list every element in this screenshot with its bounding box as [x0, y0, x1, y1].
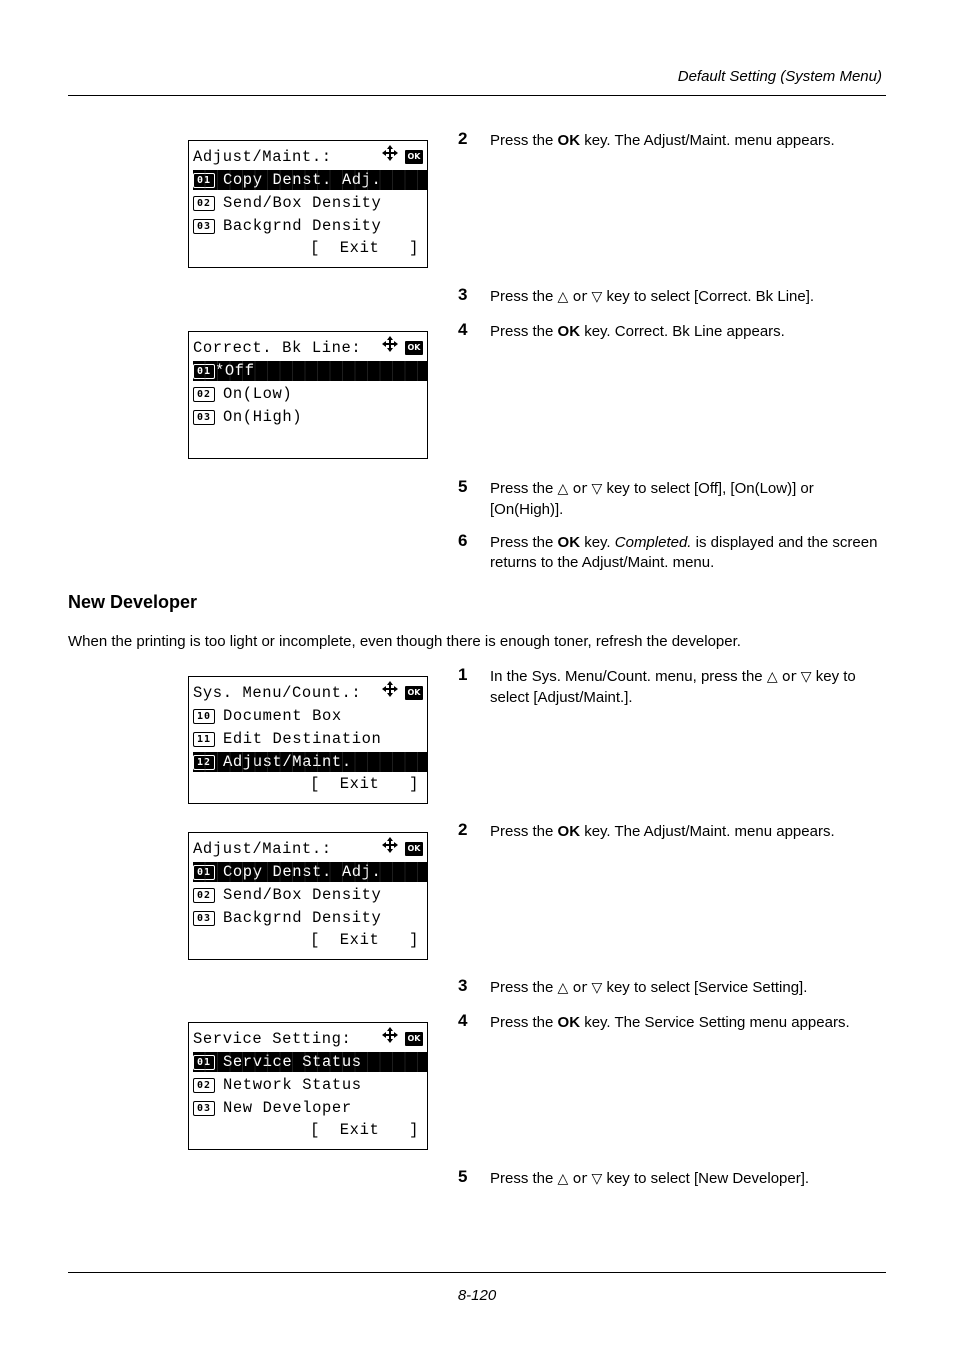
lcd-key-icons — [381, 683, 423, 703]
step-item — [458, 1013, 878, 1033]
item-number-badge: 02 — [193, 1078, 215, 1093]
item-number-badge: 02 — [193, 387, 215, 402]
item-number-badge: 10 — [193, 709, 215, 724]
four-way-arrow-icon — [381, 144, 399, 170]
lcd-menu-item[interactable] — [193, 361, 427, 381]
step-text-pre: Press the — [490, 1014, 558, 1031]
step-number: 4 — [458, 320, 468, 339]
lcd-menu-item[interactable] — [193, 706, 427, 726]
step-text-pre: In the Sys. Menu/Count. menu, press the — [490, 668, 767, 685]
lcd-menu-item[interactable] — [193, 407, 427, 427]
step-number: 2 — [458, 129, 468, 148]
lcd-key-icons — [381, 147, 423, 167]
item-number-badge: 02 — [193, 196, 215, 211]
footer-page-number: 8-120 — [457, 1287, 497, 1304]
step-text-post: key. The Service Setting menu appears. — [580, 1014, 850, 1031]
ok-key-label: OK — [557, 823, 581, 840]
ok-key-label: OK — [557, 534, 581, 551]
step-number: 3 — [458, 285, 468, 304]
step-item — [458, 479, 878, 519]
item-number-badge: 03 — [193, 219, 215, 234]
ok-key-icon: OK — [405, 1032, 423, 1046]
lcd-panel — [188, 832, 428, 960]
step-text — [490, 479, 878, 519]
page-header-title: Default Setting (System Menu) — [677, 68, 882, 85]
step-text-pre: Press the — [490, 1170, 558, 1187]
item-label: Copy Denst. Adj. — [223, 862, 382, 881]
step-text-post: key to select [Service Setting]. — [602, 979, 808, 996]
item-label: Copy Denst. Adj. — [223, 170, 382, 189]
ok-key-icon: OK — [405, 341, 423, 355]
step-text-post: key to select [Off], [On(Low)] or [On(High)]. — [490, 480, 814, 518]
step-text — [490, 667, 878, 707]
ok-key-label: OK — [557, 323, 581, 340]
four-way-arrow-icon — [381, 1026, 399, 1052]
lcd-key-icons — [381, 1029, 423, 1049]
step-item — [458, 533, 878, 572]
lcd-menu-item[interactable] — [193, 862, 427, 882]
step-number: 6 — [458, 531, 468, 550]
lcd-panel — [188, 676, 428, 804]
step-text — [490, 131, 878, 151]
step-number: 4 — [458, 1011, 468, 1030]
exit-softkey[interactable]: [ Exit ] — [310, 238, 419, 257]
four-way-arrow-icon — [381, 680, 399, 706]
step-number: 3 — [458, 976, 468, 995]
item-number-badge: 03 — [193, 410, 215, 425]
up-down-key-icons: △ or ▽ — [557, 481, 603, 497]
step-text — [490, 322, 878, 342]
item-number-badge: 11 — [193, 732, 215, 747]
item-label: Network Status — [223, 1075, 362, 1094]
lcd-key-icons — [381, 338, 423, 358]
step-number: 1 — [458, 665, 468, 684]
lcd-key-icons — [381, 839, 423, 859]
step-text — [490, 1013, 878, 1033]
lcd-title: Service Setting: — [193, 1029, 352, 1048]
footer-rule — [68, 1272, 886, 1273]
lcd-title: Correct. Bk Line: — [193, 338, 362, 357]
step-text-pre: Press the — [490, 823, 558, 840]
lcd-panel — [188, 331, 428, 459]
step-text-mid: key. — [580, 534, 615, 551]
lcd-menu-item[interactable] — [193, 193, 427, 213]
step-item — [458, 131, 878, 151]
up-down-key-icons: △ or ▽ — [766, 669, 812, 685]
lcd-menu-item[interactable] — [193, 1052, 427, 1072]
step-text — [490, 822, 878, 842]
step-text-post: key. The Adjust/Maint. menu appears. — [580, 132, 835, 149]
step-number: 2 — [458, 820, 468, 839]
ok-key-icon: OK — [405, 686, 423, 700]
item-label: New Developer — [223, 1098, 352, 1117]
step-text-post: is displayed and the screen returns to the Adjust/Maint. menu. — [490, 534, 878, 571]
lcd-menu-item[interactable] — [193, 885, 427, 905]
item-label: Send/Box Density — [223, 885, 382, 904]
item-label: Edit Destination — [223, 729, 382, 748]
step-text-post: key. Correct. Bk Line appears. — [580, 323, 785, 340]
step-text-pre: Press the — [490, 288, 558, 305]
item-label: On(High) — [223, 407, 303, 426]
step-item — [458, 978, 878, 999]
lcd-menu-item[interactable] — [193, 752, 427, 772]
item-label: On(Low) — [223, 384, 293, 403]
lcd-menu-item[interactable] — [193, 729, 427, 749]
section-heading: New Developer — [68, 592, 198, 612]
step-number: 5 — [458, 1167, 468, 1186]
up-down-key-icons: △ or ▽ — [557, 980, 603, 996]
step-text-pre: Press the — [490, 323, 558, 340]
item-label: Send/Box Density — [223, 193, 382, 212]
item-label: Backgrnd Density — [223, 908, 382, 927]
item-label: Backgrnd Density — [223, 216, 382, 235]
up-down-key-icons: △ or ▽ — [557, 1171, 603, 1187]
ok-key-icon: OK — [405, 842, 423, 856]
completed-message: Completed. — [614, 534, 692, 551]
ok-key-icon: OK — [405, 150, 423, 164]
step-item — [458, 1169, 878, 1190]
lcd-title: Adjust/Maint.: — [193, 147, 332, 166]
step-text-pre: Press the — [490, 979, 558, 996]
step-text — [490, 1169, 878, 1190]
item-number-badge: 01 — [193, 364, 215, 379]
item-label: Adjust/Maint. — [223, 752, 352, 771]
item-number-badge: 02 — [193, 888, 215, 903]
lcd-panel — [188, 140, 428, 268]
step-number: 5 — [458, 477, 468, 496]
step-text — [490, 978, 878, 999]
section-intro: When the printing is too light or incomplete, even though there is enough toner, refresh the developer. — [68, 633, 741, 650]
step-item — [458, 822, 878, 842]
lcd-menu-item[interactable] — [193, 170, 427, 190]
ok-key-label: OK — [557, 1014, 581, 1031]
item-number-badge: 01 — [193, 173, 215, 188]
item-number-badge: 01 — [193, 1055, 215, 1070]
step-text — [490, 533, 878, 572]
step-item — [458, 667, 878, 707]
lcd-menu-item[interactable] — [193, 908, 427, 928]
four-way-arrow-icon — [381, 836, 399, 862]
exit-softkey[interactable]: [ Exit ] — [310, 774, 419, 793]
item-label: *Off — [215, 361, 255, 380]
step-text-post: key to select [Correct. Bk Line]. — [602, 288, 815, 305]
item-label: Document Box — [223, 706, 342, 725]
step-item — [458, 322, 878, 342]
lcd-menu-item[interactable] — [193, 1098, 427, 1118]
lcd-menu-item[interactable] — [193, 384, 427, 404]
exit-softkey[interactable]: [ Exit ] — [310, 930, 419, 949]
step-item — [458, 287, 878, 308]
lcd-menu-item[interactable] — [193, 216, 427, 236]
ok-key-label: OK — [557, 132, 581, 149]
step-text-pre: Press the — [490, 534, 558, 551]
item-number-badge: 03 — [193, 1101, 215, 1116]
lcd-menu-item[interactable] — [193, 1075, 427, 1095]
item-number-badge: 03 — [193, 911, 215, 926]
step-text-pre: Press the — [490, 132, 558, 149]
item-label: Service Status — [223, 1052, 362, 1071]
header-rule — [68, 95, 886, 96]
up-down-key-icons: △ or ▽ — [557, 289, 603, 305]
lcd-title: Sys. Menu/Count.: — [193, 683, 362, 702]
step-text — [490, 287, 878, 308]
step-text-post: key to select [New Developer]. — [602, 1170, 810, 1187]
lcd-title: Adjust/Maint.: — [193, 839, 332, 858]
exit-softkey[interactable]: [ Exit ] — [310, 1120, 419, 1139]
step-text-pre: Press the — [490, 480, 558, 497]
item-number-badge: 12 — [193, 755, 215, 770]
step-text-post: key to select [Adjust/Maint.]. — [490, 668, 856, 706]
step-text-post: key. The Adjust/Maint. menu appears. — [580, 823, 835, 840]
four-way-arrow-icon — [381, 335, 399, 361]
lcd-panel — [188, 1022, 428, 1150]
item-number-badge: 01 — [193, 865, 215, 880]
